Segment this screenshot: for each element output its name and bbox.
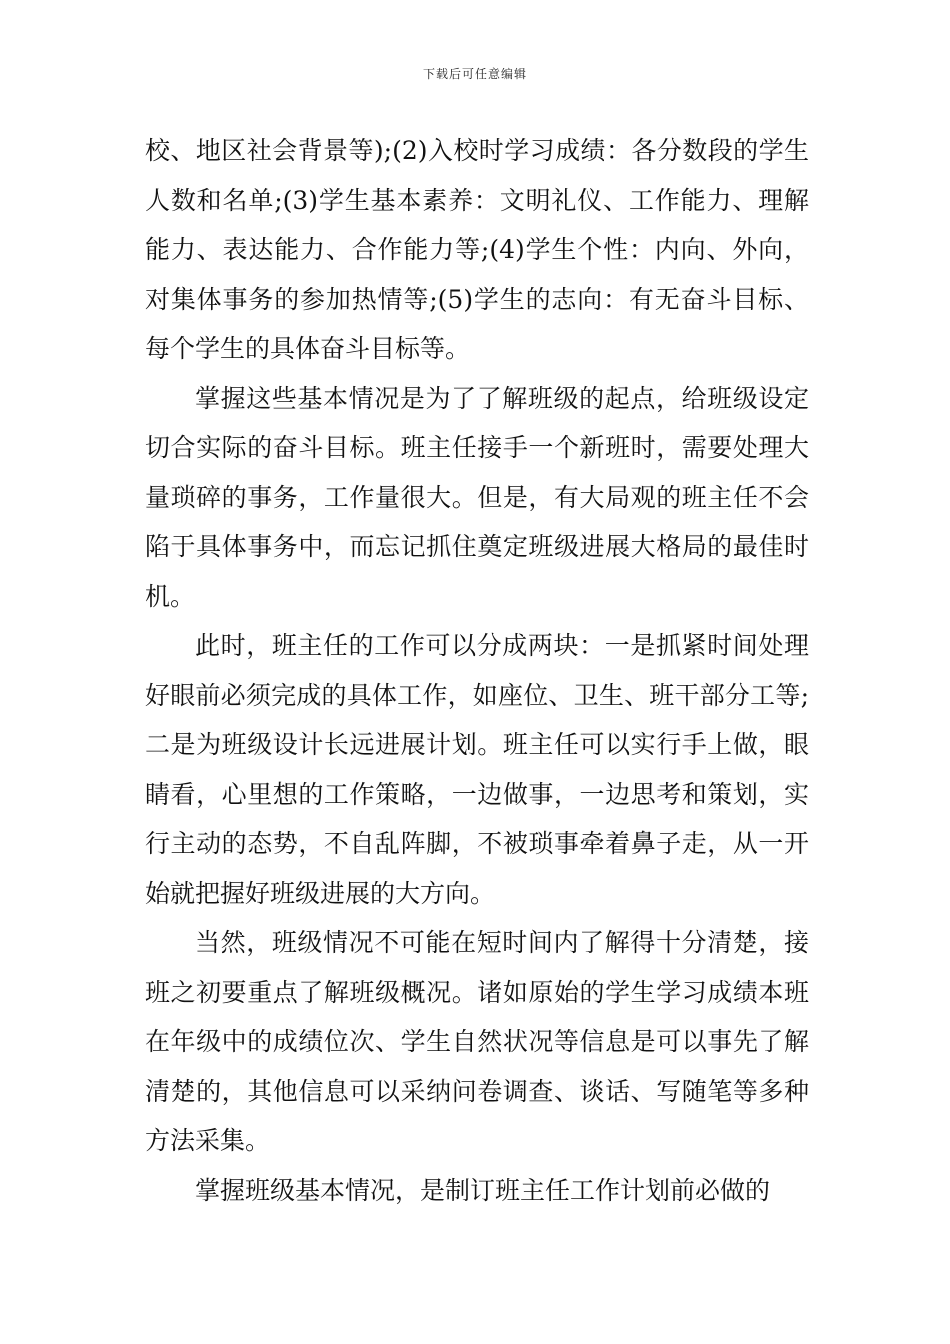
paragraph-1: 校、地区社会背景等);(2)入校时学习成绩：各分数段的学生人数和名单;(3)学生基本素养：文明礼仪、工作能力、理解能力、表达能力、合作能力等;(4)学生个性：内向、外向，对集体事务的参加热情等;(5)学生的志向：有无奋斗目标、每个学生的具体奋斗目标等。 <box>145 136 809 363</box>
paragraph-2: 掌握这些基本情况是为了了解班级的起点，给班级设定切合实际的奋斗目标。班主任接手一个新班时，需要处理大量琐碎的事务，工作量很大。但是，有大局观的班主任不会陷于具体事务中，而忘记抓住奠定班级进展大格局的最佳时机。 <box>145 383 809 611</box>
paragraph-5: 掌握班级基本情况，是制订班主任工作计划前必做的 <box>195 1175 771 1205</box>
document-body <box>145 126 809 1215</box>
paragraph-3: 此时，班主任的工作可以分成两块：一是抓紧时间处理好眼前必须完成的具体工作，如座位、卫生、班干部分工等;二是为班级设计长远进展计划。班主任可以实行手上做，眼睛看，心里想的工作策略，一边做事，一边思考和策划，实行主动的态势，不自乱阵脚，不被琐事牵着鼻子走，从一开始就把握好班级进展的大方向。 <box>145 631 809 908</box>
header-note: 下载后可任意编辑 <box>422 67 527 81</box>
paragraph-4: 当然，班级情况不可能在短时间内了解得十分清楚，接班之初要重点了解班级概况。诸如原始的学生学习成绩本班在年级中的成绩位次、学生自然状况等信息是可以事先了解清楚的，其他信息可以采纳问卷调查、谈话、写随笔等多种方法采集。 <box>145 928 809 1155</box>
